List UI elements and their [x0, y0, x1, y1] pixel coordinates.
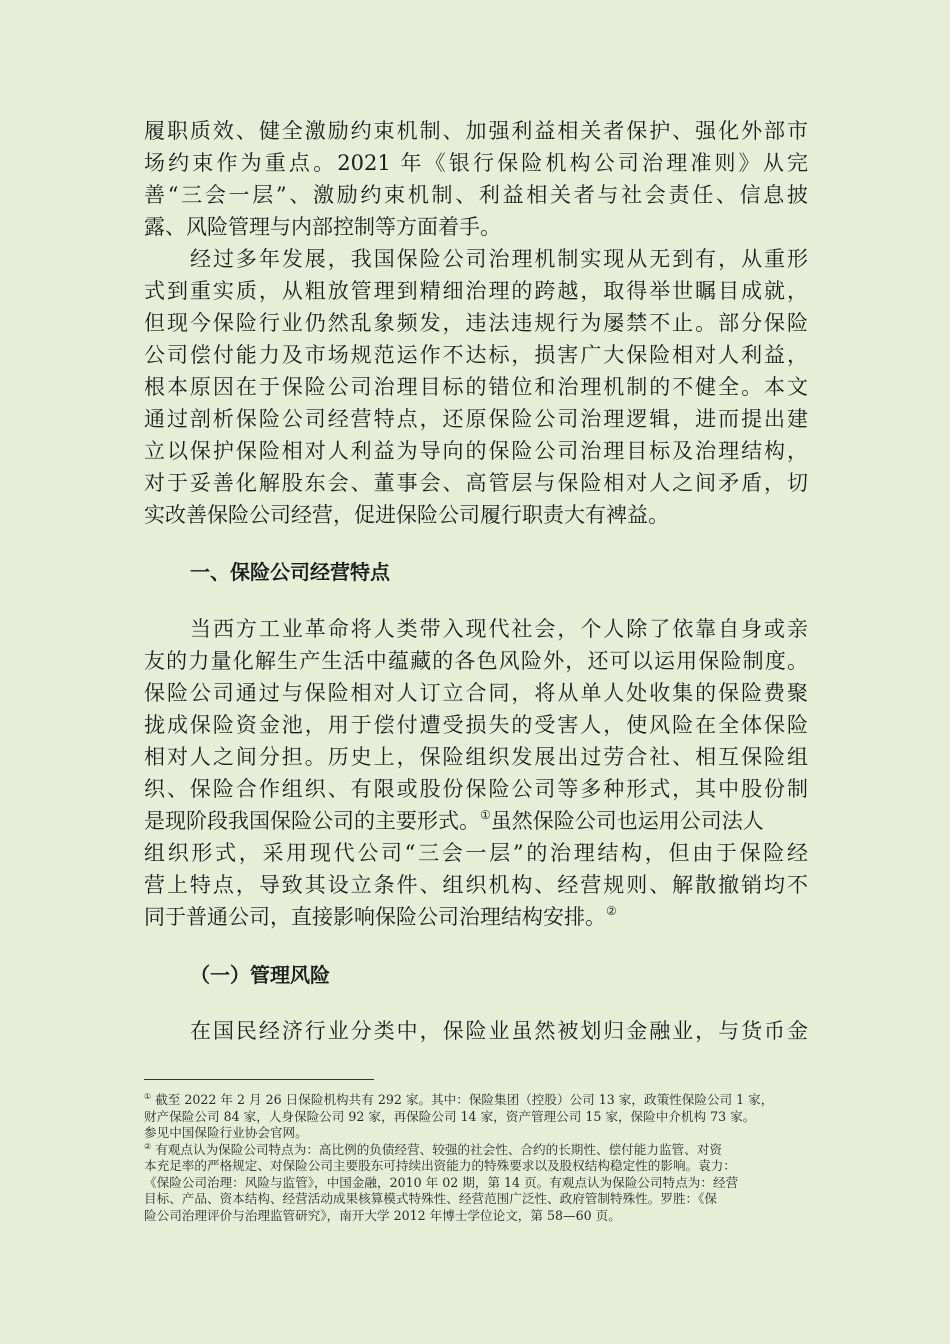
text-line: 公司偿付能力及市场规范运作不达标，损害广大保险相对人利益， — [144, 343, 808, 367]
text-line: 通过剖析保险公司经营特点，还原保险公司治理逻辑，进而提出建 — [144, 407, 808, 431]
text-line: 式到重实质，从粗放管理到精细治理的跨越，取得举世瞩目成就， — [144, 279, 808, 303]
footnote-separator — [144, 1079, 374, 1080]
text-line — [144, 805, 808, 837]
text-line: 根本原因在于保险公司治理目标的错位和治理机制的不健全。本文 — [144, 375, 808, 399]
footnote-2 — [144, 1142, 808, 1225]
footnote-line: 本充足率的严格规定、对保险公司主要股东可持续出资能力的特殊要求以及股权结构稳定性的影响。袁力： — [144, 1158, 736, 1173]
footnote-line: 财产保险公司 84 家，人身保险公司 92 家，再保险公司 14 家，资产管理公司 15 家，保险中介机构 73 家。 — [144, 1108, 756, 1124]
text-line: 对于妥善化解股东会、董事会、高管层与保险相对人之间矛盾，切 — [144, 471, 808, 495]
footnote-line: 参见中国保险行业协会官网。 — [144, 1125, 308, 1140]
paragraph-2 — [144, 243, 808, 531]
paragraph-4 — [144, 1015, 808, 1047]
text-line: 但现今保险行业仍然乱象频发，违法违规行为屡禁不止。部分保险 — [144, 311, 808, 335]
text-line: 当西方工业革命将人类带入现代社会，个人除了依靠自身或亲 — [190, 617, 808, 641]
footnote-line — [144, 1092, 808, 1109]
text-line: 组织形式，采用现代公司“三会一层”的治理结构，但由于保险经 — [144, 841, 808, 865]
footnote-line — [144, 1142, 808, 1159]
text-line: 履职质效、健全激励约束机制、加强利益相关者保护、强化外部市 — [144, 119, 808, 143]
paragraph-1 — [144, 115, 808, 243]
text-line: 露、风险管理与内部控制等方面着手。 — [144, 215, 501, 239]
text-line: 拢成保险资金池，用于偿付遭受损失的受害人，使风险在全体保险 — [144, 713, 808, 737]
footnote-line: 险公司治理评价与治理监管研究》，南开大学 2012 年博士学位论文，第 58—60 页。 — [144, 1207, 621, 1223]
footnote-ref-1[interactable]: ① — [480, 808, 491, 822]
footnote-1 — [144, 1092, 808, 1142]
text-line: 场约束作为重点。2021 年《银行保险机构公司治理准则》从完 — [144, 151, 808, 175]
text-segment: 虽然保险公司也运用公司法人 — [490, 809, 764, 833]
footnote-line: 《保险公司治理：风险与监管》，中国金融，2010 年 02 期，第 14 页。有观点认为保险公司特点为：经营 — [144, 1174, 739, 1190]
section-heading: 一、保险公司经营特点 — [190, 560, 390, 584]
footnote-line: 目标、产品、资本结构、经营活动成果核算模式特殊性、经营范围广泛性、政府管制特殊性。罗胜：《保 — [144, 1191, 718, 1206]
text-line: 实改善保险公司经营，促进保险公司履行职责大有裨益。 — [144, 503, 669, 527]
text-line: 相对人之间分担。历史上，保险组织发展出过劳合社、相互保险组 — [144, 745, 808, 769]
text-line: 善“三会一层”、激励约束机制、利益相关者与社会责任、信息披 — [144, 183, 808, 207]
text-line: 营上特点，导致其设立条件、组织机构、经营规则、解散撤销均不 — [144, 873, 808, 897]
text-line: 立以保护保险相对人利益为导向的保险公司治理目标及治理结构， — [144, 439, 808, 463]
text-line: 友的力量化解生产生活中蕴藏的各色风险外，还可以运用保险制度。 — [144, 649, 808, 673]
footnote-marker: ① — [144, 1092, 152, 1101]
text-segment: 同于普通公司，直接影响保险公司治理结构安排。 — [144, 905, 606, 929]
paragraph-3 — [144, 613, 808, 933]
text-line: 织、保险合作组织、有限或股份保险公司等多种形式，其中股份制 — [144, 777, 808, 801]
footnote-marker: ② — [144, 1141, 152, 1151]
text-line: 保险公司通过与保险相对人订立合同，将从单人处收集的保险费聚 — [144, 681, 808, 705]
footnote-text: 有观点认为保险公司特点为：高比例的负债经营、较强的社会性、合约的长期性、偿付能力监管、对资 — [155, 1141, 722, 1157]
text-line: 在国民经济行业分类中，保险业虽然被划归金融业，与货币金 — [190, 1019, 808, 1043]
text-line — [144, 901, 808, 933]
footnotes — [144, 1092, 808, 1224]
text-segment: 是现阶段我国保险公司的主要形式。 — [144, 809, 480, 833]
document-body — [144, 115, 808, 1047]
footnote-text: 截至 2022 年 2 月 26 日保险机构共有 292 家。其中：保险集团（控股）公司 13 家，政策性保险公司 1 家， — [155, 1092, 774, 1107]
subsection-heading: （一）管理风险 — [190, 963, 330, 987]
footnote-ref-2[interactable]: ② — [606, 904, 617, 918]
text-line: 经过多年发展，我国保险公司治理机制实现从无到有，从重形 — [190, 247, 808, 271]
